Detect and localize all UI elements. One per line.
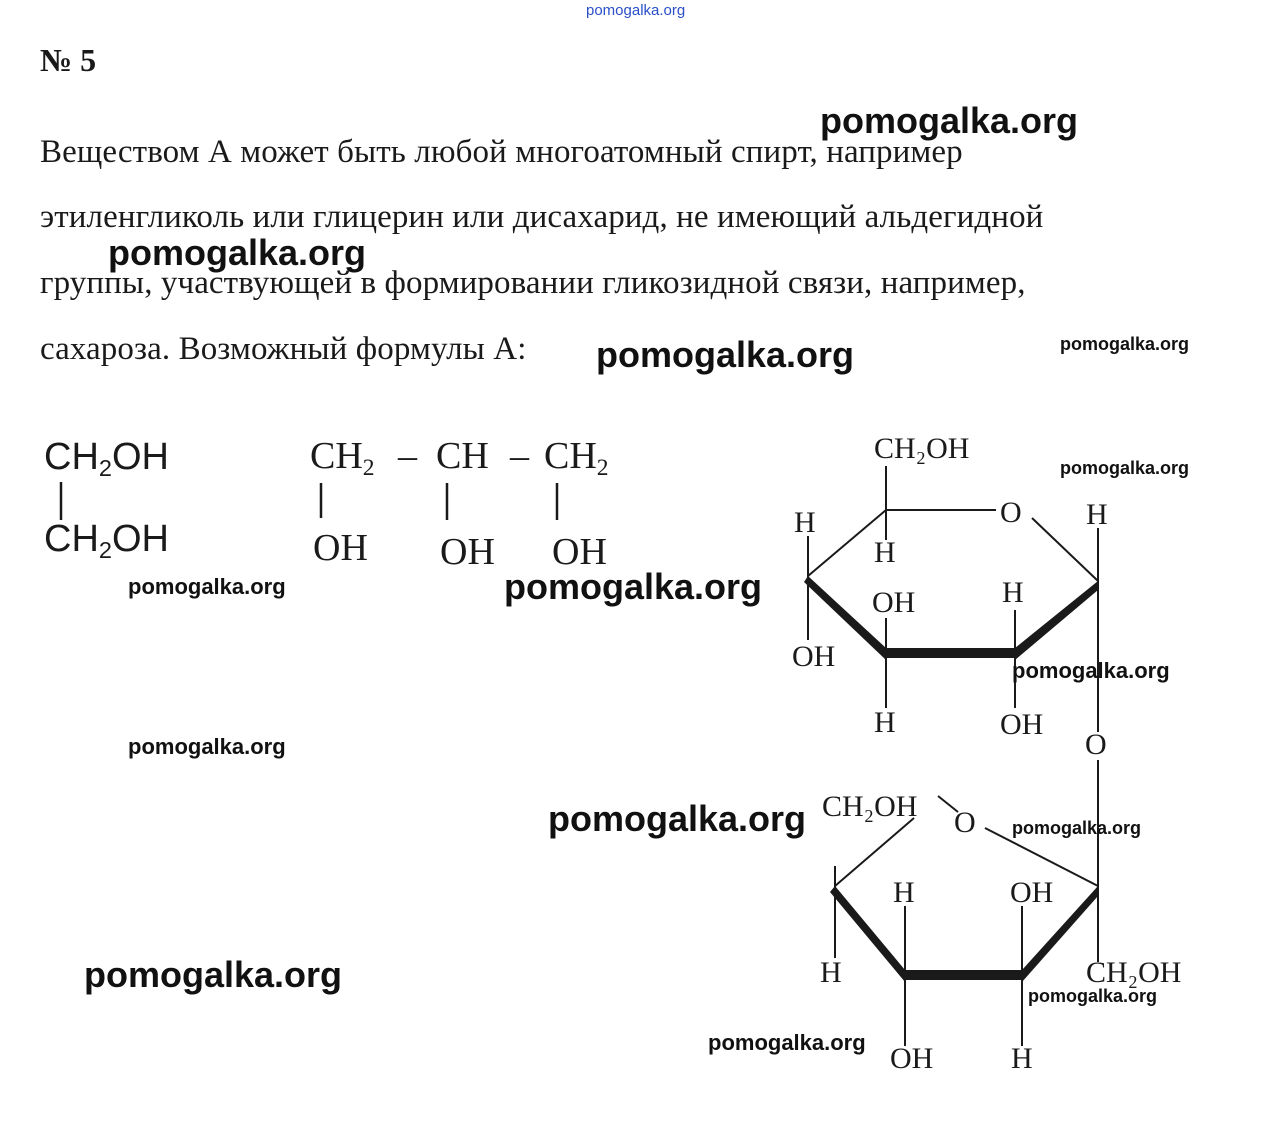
watermark: pomogalka.org — [596, 334, 855, 375]
watermark: pomogalka.org — [1012, 818, 1142, 838]
site-link[interactable]: pomogalka.org — [586, 2, 686, 19]
glycerol-dash-2: – — [510, 435, 529, 477]
watermark: pomogalka.org — [504, 566, 763, 607]
task-number: № 5 — [40, 42, 97, 78]
glucose-oh-c4: OH — [792, 640, 836, 673]
glucose-h-c4-top: H — [794, 506, 816, 539]
watermark: pomogalka.org — [708, 1030, 866, 1055]
glycerol-ch2-left: $CH_2$ — [310, 435, 375, 482]
fructose-oh-c4: OH — [890, 1042, 934, 1075]
text-line-1: Веществом А может быть любой многоатомный спирт, например — [40, 134, 963, 170]
glucose-oh-c2: OH — [1000, 708, 1044, 741]
watermark: pomogalka.org — [820, 100, 1079, 141]
fructose-h-c4-top: H — [893, 876, 915, 909]
fructose-oh-c3-top: OH — [1010, 876, 1054, 909]
ethylene-glycol-bottom: $CH_2OH$ — [44, 518, 169, 564]
watermark: pomogalka.org — [1012, 658, 1170, 683]
text-line-3: группы, участвующей в формировании гликозидной связи, например, — [40, 265, 1026, 301]
watermark: pomogalka.org — [548, 798, 807, 839]
watermark: pomogalka.org — [1028, 986, 1158, 1006]
fructose-h-c3: H — [1011, 1042, 1033, 1075]
glycerol-ch: CH — [436, 435, 489, 477]
watermark: pomogalka.org — [128, 574, 286, 599]
watermark: pomogalka.org — [1060, 458, 1190, 478]
watermark: pomogalka.org — [128, 734, 286, 759]
glycosidic-bridge-oxygen: O — [1085, 728, 1107, 761]
glucose-h-c3: H — [874, 706, 896, 739]
glucose-ring-oxygen: O — [1000, 496, 1022, 529]
ethylene-glycol-top: $CH_2OH$ — [44, 436, 169, 482]
fructose-h-c5: H — [820, 956, 842, 989]
glycerol-dash-1: – — [398, 435, 417, 477]
glycerol-oh-2: OH — [440, 531, 495, 573]
glycerol-oh-3: OH — [552, 531, 607, 573]
text-line-2: этиленгликоль или глицерин или дисахарид, не имеющий альдегидной — [40, 199, 1044, 235]
watermark: pomogalka.org — [108, 232, 367, 273]
text-line-4: сахароза. Возможный формулы А: — [40, 331, 527, 367]
glucose-oh-c3: OH — [872, 586, 916, 619]
fructose-ch2oh-right: CH₂OH — [1086, 956, 1182, 989]
fructose-ring-oxygen: O — [954, 806, 976, 839]
glucose-h-c5: H — [874, 536, 896, 569]
glycerol-ch2-right: $CH_2$ — [544, 435, 609, 482]
glycerol-oh-1: OH — [313, 527, 368, 569]
fructose-ch2oh-top: CH₂OH — [822, 790, 918, 823]
glucose-h-c2: H — [1002, 576, 1024, 609]
glucose-h-c1: H — [1086, 498, 1108, 531]
watermark: pomogalka.org — [84, 954, 343, 995]
watermark: pomogalka.org — [1060, 334, 1190, 354]
glucose-ch2oh: CH₂OH — [874, 432, 970, 465]
